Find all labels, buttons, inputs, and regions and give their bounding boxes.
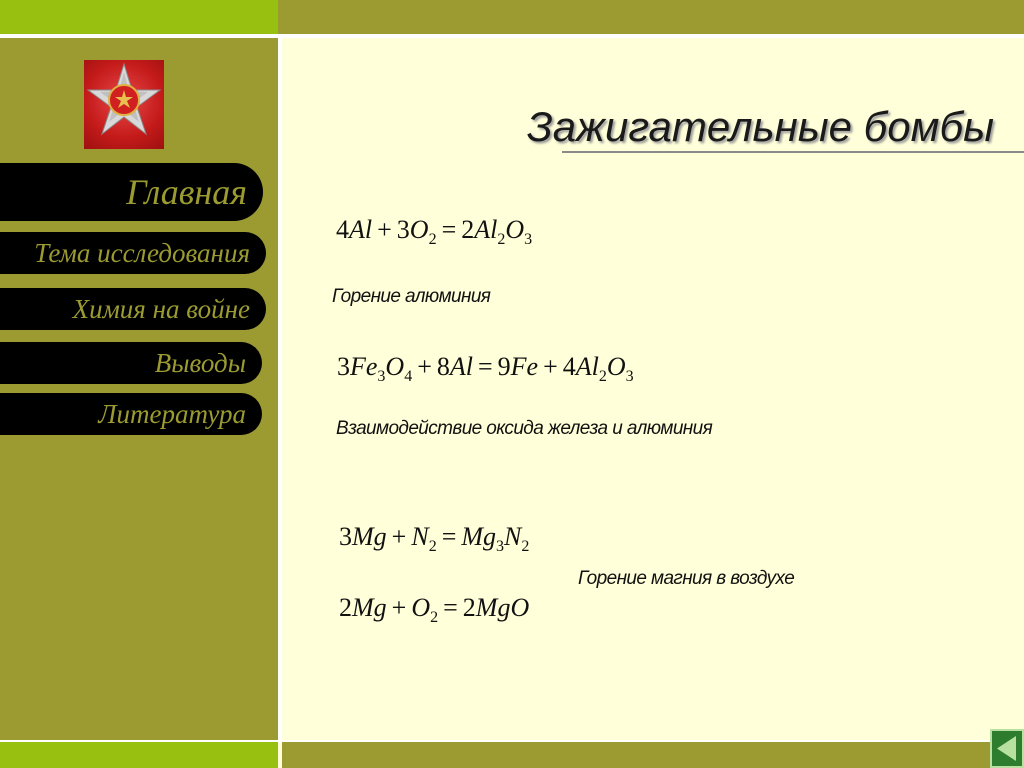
equation-symbol: + (391, 522, 407, 551)
equation-magnesium-nitrogen (339, 522, 529, 556)
equation-symbol: 3 (396, 215, 410, 244)
nav-research-topic-button[interactable]: Тема исследования (0, 232, 266, 274)
equation-symbol: Al (349, 215, 373, 244)
equation-symbol: Al (575, 352, 599, 381)
equation-term (575, 352, 607, 385)
equation-subscript: 2 (428, 231, 437, 248)
equation-symbol: O (505, 215, 525, 244)
equation-symbol: MgO (475, 593, 530, 622)
equation-term (409, 215, 437, 248)
bottom-accent-bar (0, 742, 278, 768)
equation-symbol: Al (449, 352, 473, 381)
equation-term (385, 352, 413, 385)
sidebar-divider (278, 34, 282, 742)
equation-term (411, 522, 437, 555)
equation-symbol: N (411, 522, 429, 551)
equation-symbol: O (606, 352, 626, 381)
nav-home-button[interactable]: Главная (0, 163, 263, 221)
equation-magnesium-oxygen (339, 593, 529, 627)
equation-symbol: + (543, 352, 558, 381)
equation-thermite-reaction (337, 352, 634, 386)
equation-subscript: 3 (524, 231, 533, 248)
equation-term (352, 593, 387, 622)
equation-symbol: Fe (350, 352, 378, 381)
equation-subscript: 4 (404, 368, 413, 385)
equation-symbol: 8 (436, 352, 450, 381)
equation-operator (392, 593, 407, 622)
equation-subscript: 2 (598, 368, 607, 385)
equation-symbol: + (377, 215, 392, 244)
equation-operator (377, 215, 392, 244)
equation-symbol: Mg (352, 593, 387, 622)
title-underline (562, 151, 1024, 153)
equation-operator (478, 352, 493, 381)
equation-term (339, 522, 352, 551)
top-header-bar (278, 0, 1024, 34)
back-button[interactable] (990, 729, 1024, 768)
equation-term (337, 352, 350, 381)
equation-symbol: + (417, 352, 432, 381)
caption-magnesium-combustion: Горение магния в воздухе (578, 568, 795, 589)
equation-term (437, 352, 450, 381)
equation-operator (543, 352, 558, 381)
equation-term (350, 352, 386, 385)
equation-symbol: 3 (339, 522, 352, 551)
equation-aluminium-combustion (336, 215, 532, 249)
equation-symbol: = (443, 593, 458, 622)
equation-subscript: 2 (497, 231, 506, 248)
equation-symbol: N (504, 522, 522, 551)
equation-symbol: 9 (497, 352, 511, 381)
equation-term (461, 522, 505, 555)
equation-term (511, 352, 538, 381)
nav-literature-button[interactable]: Литература (0, 393, 262, 435)
equation-symbol: 3 (337, 352, 350, 381)
equation-term (461, 215, 474, 244)
equation-term (349, 215, 372, 244)
equation-symbol: 2 (461, 215, 475, 244)
equation-subscript: 3 (496, 538, 505, 555)
equation-term (474, 215, 506, 248)
equation-symbol: 2 (339, 593, 352, 622)
footer-bar (282, 742, 1024, 768)
equation-symbol: O (411, 593, 431, 622)
equation-symbol: + (391, 593, 407, 622)
equation-symbol: O (385, 352, 405, 381)
equation-operator (443, 593, 458, 622)
equation-term (476, 593, 529, 622)
equation-term (352, 522, 387, 551)
equation-term (336, 215, 349, 244)
equation-term (397, 215, 410, 244)
equation-term (450, 352, 473, 381)
victory-order-star-icon (84, 60, 164, 149)
equation-symbol: Mg (461, 522, 497, 551)
equation-operator (417, 352, 432, 381)
equation-term (504, 522, 530, 555)
nav-chemistry-at-war-button[interactable]: Химия на войне (0, 288, 266, 330)
equation-subscript: 3 (625, 368, 634, 385)
equation-operator (442, 522, 457, 551)
equation-operator (392, 522, 407, 551)
equation-term (339, 593, 352, 622)
nav-conclusions-button[interactable]: Выводы (0, 342, 262, 384)
equation-symbol: 2 (462, 593, 476, 622)
equation-term (563, 352, 576, 381)
equation-subscript: 2 (521, 538, 530, 555)
equation-symbol: O (409, 215, 429, 244)
equation-symbol: 4 (336, 215, 349, 244)
equation-symbol: = (441, 215, 457, 244)
equation-subscript: 2 (430, 609, 439, 626)
page-title: Зажигательные бомбы (526, 103, 994, 150)
equation-symbol: = (441, 522, 457, 551)
equation-subscript: 2 (428, 538, 437, 555)
top-accent-bar (0, 0, 278, 34)
equation-symbol: 4 (562, 352, 576, 381)
equation-term (606, 352, 634, 385)
equation-term (505, 215, 533, 248)
equation-term (463, 593, 476, 622)
back-arrow-icon (992, 731, 1022, 766)
equation-operator (442, 215, 457, 244)
equation-symbol: Mg (352, 522, 387, 551)
equation-symbol: Al (474, 215, 498, 244)
equation-term (498, 352, 511, 381)
equation-symbol: Fe (510, 352, 539, 381)
caption-thermite-reaction: Взаимодействие оксида железа и алюминия (336, 418, 713, 439)
equation-symbol: = (477, 352, 493, 381)
equation-term (411, 593, 439, 626)
equation-subscript: 3 (377, 368, 386, 385)
caption-aluminium-combustion: Горение алюминия (332, 286, 491, 307)
